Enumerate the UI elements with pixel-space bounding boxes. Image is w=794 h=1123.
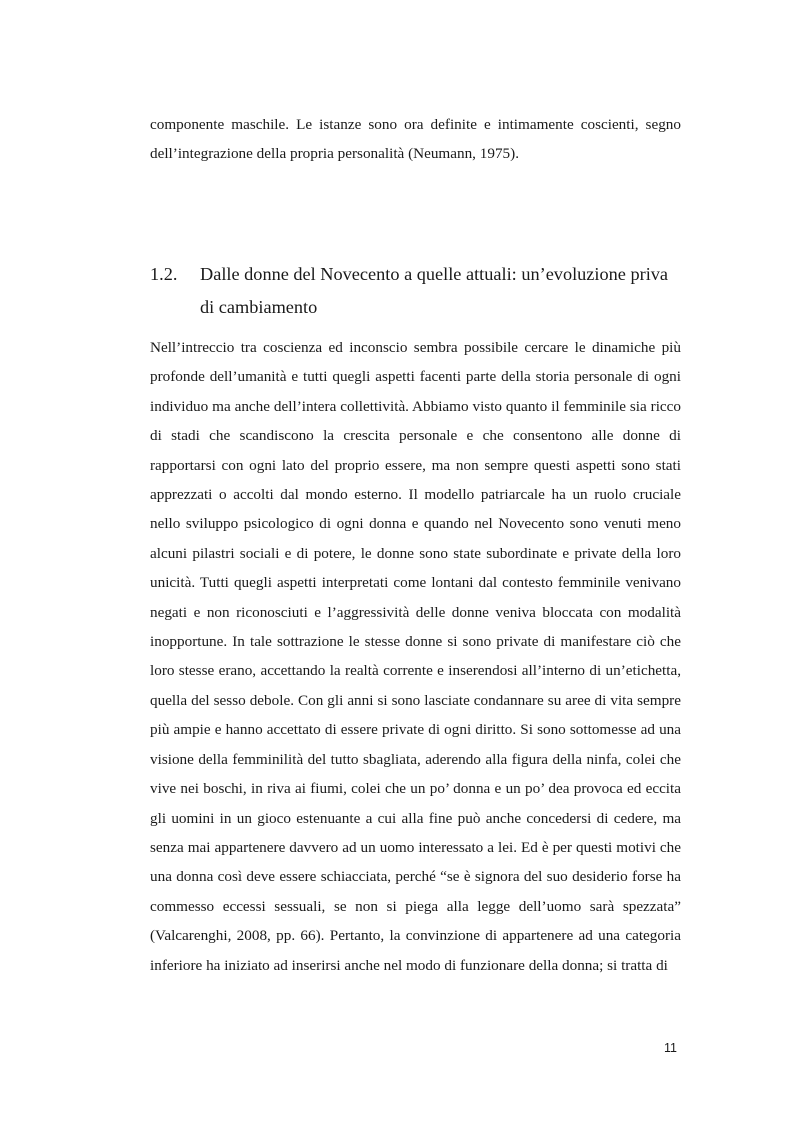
section-heading [150,258,685,324]
section-title: Dalle donne del Novecento a quelle attuali: un’evoluzione priva di cambiamento [200,264,669,317]
intro-paragraph: componente maschile. Le istanze sono ora definite e intimamente coscienti, segno dell’integrazione della propria personalità (Neumann, 1975). [150,116,681,163]
section-number: 1.2. [150,264,178,284]
body-paragraph: Nell’intreccio tra coscienza ed inconscio sembra possibile cercare le dinamiche più profonde dell’umanità e tutti quegli aspetti facenti parte della storia personale di ogni individuo ma anche dell’intera collettività. Abbiamo visto quanto il femminile sia ricco di stadi che scandiscono la crescita personale e che consentono alle donne di rapportarsi con ogni lato del proprio essere, ma non sempre questi aspetti sono stati apprezzati o accolti dal mondo esterno. Il modello patriarcale ha un ruolo cruciale nello sviluppo psicologico di ogni donna e quando nel Novecento sono venuti meno alcuni pilastri sociali e di potere, le donne sono state subordinate e private della loro unicità. Tutti quegli aspetti interpretati come lontani dal contesto femminile venivano negati e non riconosciuti e l’aggressività delle donne veniva bloccata con modalità inopportune. In tale sottrazione le stesse donne si sono private di manifestare ciò che loro stesse erano, accettando la realtà corrente e inserendosi all’interno di un’etichetta, quella del sesso debole. Con gli anni si sono lasciate condannare su aree di vita sempre più ampie e hanno accettato di essere private di ogni diritto. Si sono sottomesse ad una visione della femminilità del tutto sbagliata, aderendo alla figura della ninfa, colei che vive nei boschi, in riva ai fiumi, colei che un po’ donna e un po’ dea provoca ed eccita gli uomini in un gioco estenuante a cui alla fine può anche concedersi di cedere, ma senza mai appartenere davvero ad un uomo interessato a lei. Ed è per questi motivi che una donna così deve essere schiacciata, perché “se è signora del suo desiderio forse ha commesso eccessi sessuali, se non si piega alla legge dell’uomo sarà spezzata” (Valcarenghi, 2008, pp. 66). Pertanto, la convinzione di appartenere ad una categoria inferiore ha iniziato ad inserirsi anche nel modo di funzionare della donna; si tratta di [150,339,681,974]
page-number: 11 [664,1041,677,1055]
